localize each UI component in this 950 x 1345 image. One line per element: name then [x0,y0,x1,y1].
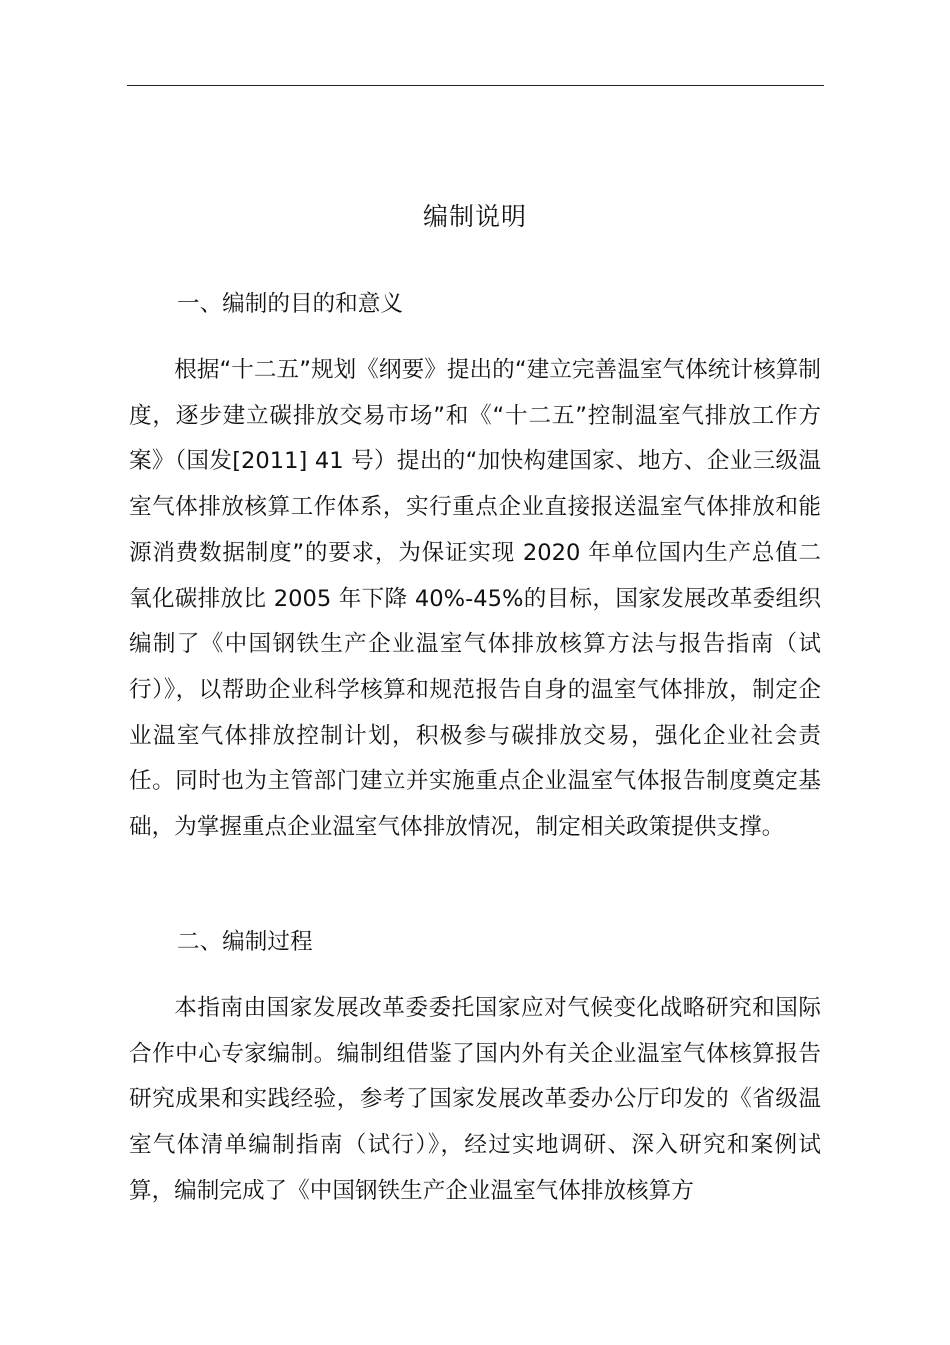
document-title: 编制说明 [422,202,527,231]
paragraph-process: 本指南由国家发展改革委委托国家应对气候变化战略研究和国际合作中心专家编制。编制组借鉴了国内外有关企业温室气体核算报告研究成果和实践经验，参考了国家发展改革委办公厅印发的《省级温室气体清单编制指南（试行）》，经过实地调研、深入研究和案例试算，编制完成了《中国钢铁生产企业温室气体排放核算方 [129,995,821,1204]
section-heading-purpose: 一、编制的目的和意义 [177,291,403,317]
section-heading-process: 二、编制过程 [177,929,313,955]
paragraph-purpose: 根据“十二五”规划《纲要》提出的“建立完善温室气体统计核算制度，逐步建立碳排放交易市场”和《“十二五”控制温室气排放工作方案》（国发[2011] 41 号）提出的“加快构建国家、地方、企业三级温室气体排放核算工作体系，实行重点企业直接报送温室气体排放和能源消费数据制度”的要求，为保证实现 2020 年单位国内生产总值二氧化碳排放比 2005 年下降 40%-45%的目标，国家发展改革委组织编制了《中国钢铁生产企业温室气体排放核算方法与报告指南（试行）》，以帮助企业科学核算和规范报告自身的温室气体排放，制定企业温室气体排放控制计划，积极参与碳排放交易，强化企业社会责任。同时也为主管部门建立并实施重点企业温室气体报告制度奠定基础，为掌握重点企业温室气体排放情况，制定相关政策提供支撑。 [129,357,821,841]
header-rule [127,85,824,86]
